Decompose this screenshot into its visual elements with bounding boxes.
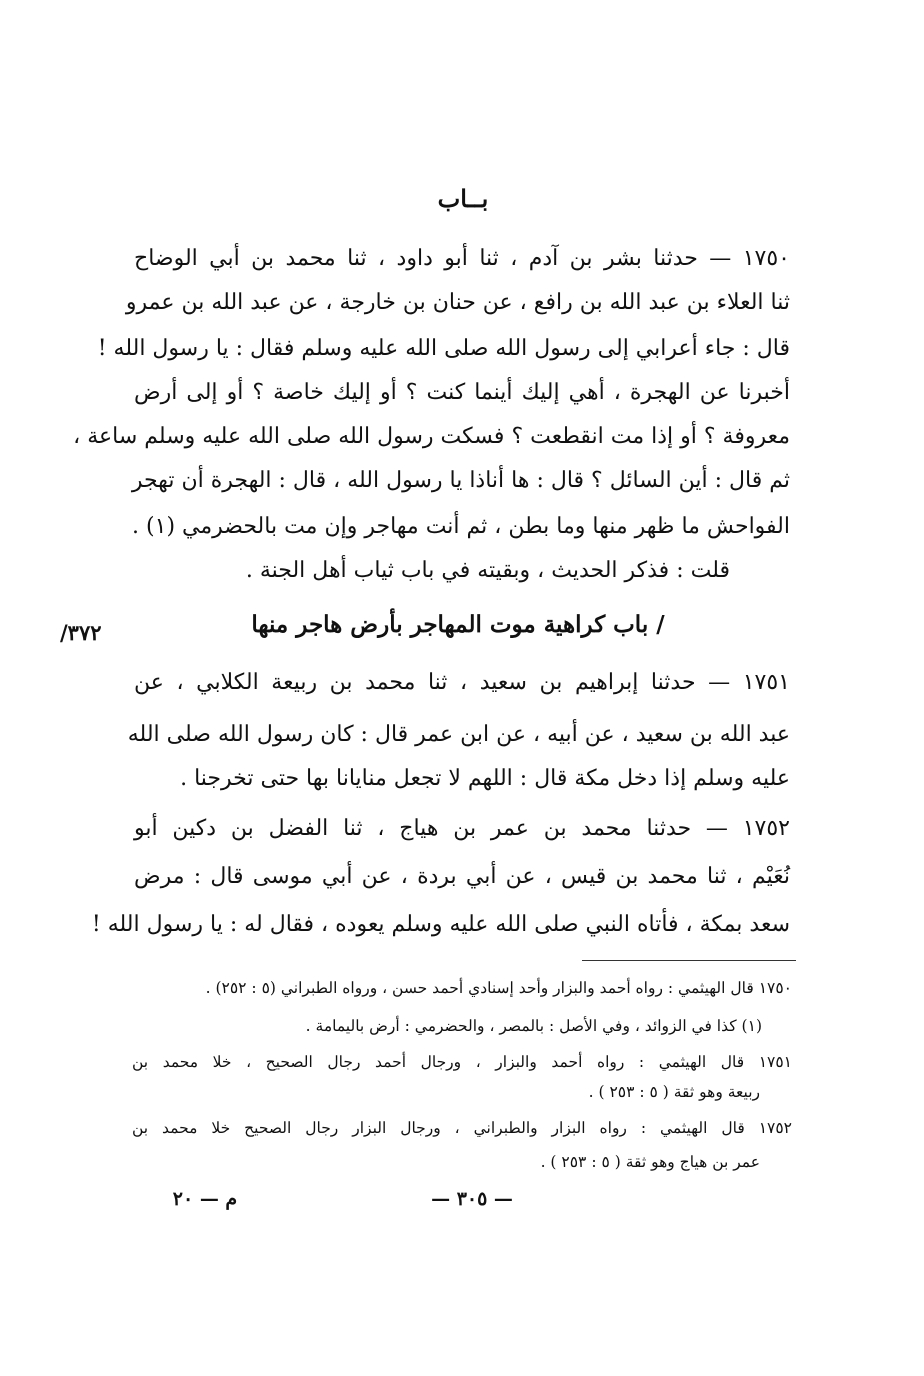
body-line: قلت : فذكر الحديث ، وبقيته في باب ثياب أهل الجنة . bbox=[245, 558, 730, 583]
signature-mark: م — ٢٠ bbox=[172, 1188, 238, 1210]
footnote: ربيعة وهو ثقة ( ٥ : ٢٥٣ ) . bbox=[588, 1083, 760, 1101]
footnote: عمر بن هياج وهو ثقة ( ٥ : ٢٥٣ ) . bbox=[540, 1153, 760, 1171]
section-heading: / باب كراهية موت المهاجر بأرض هاجر منها bbox=[251, 611, 665, 638]
page-number: — ٣٠٥ — bbox=[431, 1188, 513, 1210]
footnote: ١٧٥٠ قال الهيثمي : رواه أحمد والبزار وأحد إسنادي أحمد حسن ، ورواه الطبراني (٥ : ٢٥٢) . bbox=[205, 979, 792, 997]
body-line: ثم قال : أين السائل ؟ قال : ها أناذا يا رسول الله ، قال : الهجرة أن تهجر bbox=[131, 468, 790, 493]
body-line: ١٧٥١ — حدثنا إبراهيم بن سعيد ، ثنا محمد بن ربيعة الكلابي ، عن bbox=[134, 670, 790, 695]
body-line: ١٧٥٠ — حدثنا بشر بن آدم ، ثنا أبو داود ، ثنا محمد بن أبي الوضاح bbox=[134, 246, 790, 271]
footnote-divider bbox=[582, 960, 796, 961]
body-line: أخبرنا عن الهجرة ، أهي إليك أينما كنت ؟ أو إليك خاصة ؟ أو إلى أرض bbox=[134, 380, 790, 405]
page-title: بــاب bbox=[437, 184, 489, 213]
body-line: نُعَيْم ، ثنا محمد بن قيس ، عن أبي بردة ، عن أبي موسى قال : مرض bbox=[134, 864, 790, 889]
margin-page-reference: ٣٧٢/ bbox=[60, 620, 102, 645]
body-line: ثنا العلاء بن عبد الله بن رافع ، عن حنان بن خارجة ، عن عبد الله بن عمرو bbox=[125, 290, 790, 315]
body-line: الفواحش ما ظهر منها وما بطن ، ثم أنت مهاجر وإن مت بالحضرمي (١) . bbox=[132, 514, 790, 539]
body-line: ١٧٥٢ — حدثنا محمد بن عمر بن هياج ، ثنا الفضل بن دكين أبو bbox=[134, 816, 790, 841]
body-line: عبد الله بن سعيد ، عن أبيه ، عن ابن عمر قال : كان رسول الله صلى الله bbox=[127, 722, 790, 747]
body-line: قال : جاء أعرابي إلى رسول الله صلى الله عليه وسلم فقال : يا رسول الله ! bbox=[97, 336, 790, 361]
footnote: (١) كذا في الزوائد ، وفي الأصل : بالمصر ، والحضرمي : أرض باليمامة . bbox=[305, 1017, 762, 1035]
footnote: ١٧٥٢ قال الهيثمي : رواه البزار والطبراني ، ورجال البزار رجال الصحيح خلا محمد بن bbox=[132, 1119, 792, 1137]
body-line: عليه وسلم إذا دخل مكة قال : اللهم لا تجعل منايانا بها حتى تخرجنا . bbox=[180, 766, 790, 791]
body-line: معروفة ؟ أو إذا مت انقطعت ؟ فسكت رسول الله صلى الله عليه وسلم ساعة ، bbox=[73, 424, 790, 449]
body-line: سعد بمكة ، فأتاه النبي صلى الله عليه وسلم يعوده ، فقال له : يا رسول الله ! bbox=[91, 912, 790, 937]
footnote: ١٧٥١ قال الهيثمي : رواه أحمد والبزار ، ورجال أحمد رجال الصحيح ، خلا محمد بن bbox=[132, 1053, 792, 1071]
